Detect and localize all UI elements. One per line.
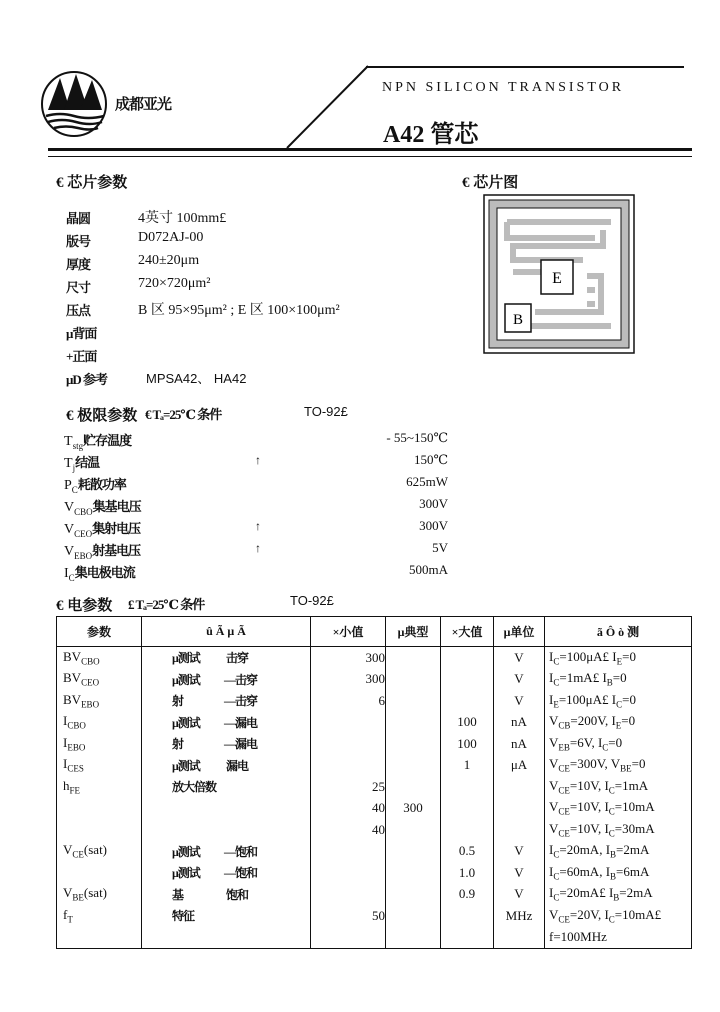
test-condition: $V_{CE}=10V$, $I_C=30mA$ xyxy=(545,819,692,841)
param-min: 50 xyxy=(311,905,386,927)
chip-param-label: 厚度 xyxy=(66,257,91,272)
max-rating-symbol: $P_C$耗散功率 xyxy=(64,477,126,495)
chip-param-value: MPSA42、 HA42 xyxy=(146,371,247,386)
param-symbol: $BV_{CEO}$ xyxy=(63,670,100,689)
param-description xyxy=(142,927,311,949)
header-diagonal-line xyxy=(283,62,373,150)
test-condition: $I_C=60mA$, $I_B=6mA$ xyxy=(545,862,692,884)
param-symbol: $BV_{CBO}$ xyxy=(63,648,100,667)
test-condition: $V_{CE}=300V$, $V_{BE}=0$ xyxy=(545,755,692,777)
max-rating-note: ↑ xyxy=(255,453,261,467)
param-typ xyxy=(386,776,441,798)
param-typ xyxy=(386,841,441,863)
param-description: 射 —漏电 xyxy=(142,733,311,755)
max-ratings-title: € 极限参数 xyxy=(66,408,138,424)
param-max xyxy=(441,647,494,669)
param-description xyxy=(142,798,311,820)
param-min xyxy=(311,712,386,734)
param-max: 1.0 xyxy=(441,862,494,884)
max-ratings-condition: € Tₐ=25℃ 条件 xyxy=(145,407,222,422)
table-row xyxy=(57,819,692,841)
param-unit: V xyxy=(494,841,545,863)
param-min xyxy=(311,841,386,863)
max-rating-note: ↑ xyxy=(255,541,261,555)
chip-param-label: 晶圆 xyxy=(66,211,91,226)
max-rating-symbol: $V_{EBO}$射基电压 xyxy=(64,543,141,561)
product-subtitle: NPN SILICON TRANSISTOR xyxy=(382,80,625,95)
param-symbol: $h_{FE}$ xyxy=(63,777,81,796)
param-max: 0.9 xyxy=(441,884,494,906)
param-symbol xyxy=(57,819,142,841)
param-typ xyxy=(386,690,441,712)
test-condition: $I_E=100\mu A£$ $I_C=0$ xyxy=(545,690,692,712)
param-unit: V xyxy=(494,669,545,691)
param-symbol xyxy=(57,862,142,884)
param-symbol: $V_{CE}(sat)$ xyxy=(63,842,108,861)
chip-param-value: 4英寸 100mm£ xyxy=(138,211,227,226)
elec-params-condition: £ Tₐ=25℃ 条件 xyxy=(128,597,205,612)
param-description: 基 饱和 xyxy=(142,884,311,906)
param-typ xyxy=(386,862,441,884)
param-symbol: $BV_{EBO}$ xyxy=(63,691,100,710)
param-symbol: $I_{CES}$ xyxy=(63,756,84,775)
chip-param-label: 压点 xyxy=(66,303,91,318)
max-ratings-package: TO-92£ xyxy=(304,404,348,419)
param-typ xyxy=(386,819,441,841)
col-header-desc: û Ã μ Ã xyxy=(142,617,311,647)
test-condition: $I_C=20mA£$ $I_B=2mA$ xyxy=(545,884,692,906)
param-min: 40 xyxy=(311,819,386,841)
table-row xyxy=(57,733,692,755)
param-max: 1 xyxy=(441,755,494,777)
param-description: 射 —击穿 xyxy=(142,690,311,712)
electrical-parameters-table xyxy=(56,616,692,949)
test-condition: $V_{CE}=10V$, $I_C=10mA$ xyxy=(545,798,692,820)
param-unit: nA xyxy=(494,712,545,734)
param-description xyxy=(142,819,311,841)
param-symbol xyxy=(57,798,142,820)
param-description: 放大倍数 xyxy=(142,776,311,798)
table-row xyxy=(57,647,692,669)
param-max xyxy=(441,776,494,798)
param-description: μ测试 —饱和 xyxy=(142,862,311,884)
param-typ xyxy=(386,669,441,691)
param-symbol xyxy=(57,927,142,949)
chip-param-value: 240±20μm xyxy=(138,253,200,268)
chip-param-label: μ背面 xyxy=(66,326,97,341)
param-min: 6 xyxy=(311,690,386,712)
table-row xyxy=(57,776,692,798)
brand-name: 成都亚光 xyxy=(115,97,172,113)
product-model: A42 管芯 xyxy=(383,122,479,148)
param-symbol: $f_T$ xyxy=(63,906,73,925)
chip-layout-diagram xyxy=(483,194,635,354)
table-row xyxy=(57,669,692,691)
param-unit xyxy=(494,927,545,949)
header-top-rule xyxy=(366,66,684,68)
param-min xyxy=(311,884,386,906)
param-max xyxy=(441,905,494,927)
max-rating-symbol: $T_{stg}$贮存温度 xyxy=(64,433,132,451)
test-condition: $I_C=1mA£$ $I_B=0$ xyxy=(545,669,692,691)
param-description: μ测试 —漏电 xyxy=(142,712,311,734)
max-rating-symbol: $V_{CEO}$集射电压 xyxy=(64,521,141,539)
param-unit: V xyxy=(494,690,545,712)
param-typ: 300 xyxy=(386,798,441,820)
param-min xyxy=(311,927,386,949)
test-condition: $V_{CE}=20V$, $I_C=10mA£$ xyxy=(545,905,692,927)
max-rating-value: 500mA xyxy=(409,562,448,577)
col-header-condition: ã Ô ò 测 xyxy=(545,617,692,647)
param-min xyxy=(311,755,386,777)
param-typ xyxy=(386,733,441,755)
param-description: μ测试 —饱和 xyxy=(142,841,311,863)
param-min: 40 xyxy=(311,798,386,820)
chip-param-label: 尺寸 xyxy=(66,280,91,295)
col-header-min: ×小值 xyxy=(311,617,386,647)
param-min: 300 xyxy=(311,669,386,691)
col-header-unit: μ单位 xyxy=(494,617,545,647)
param-symbol: $I_{CBO}$ xyxy=(63,713,86,732)
max-rating-value: 150℃ xyxy=(413,452,448,467)
param-unit: MHz xyxy=(494,905,545,927)
param-typ xyxy=(386,712,441,734)
test-condition: $I_C=100\mu A£$ $I_E=0$ xyxy=(545,647,692,669)
param-symbol: $V_{BE}(sat)$ xyxy=(63,885,108,904)
chip-param-label: +正面 xyxy=(66,349,97,364)
param-description: μ测试 击穿 xyxy=(142,647,311,669)
test-condition: $I_C=20mA$, $I_B=2mA$ xyxy=(545,841,692,863)
param-max: 100 xyxy=(441,733,494,755)
table-row xyxy=(57,905,692,927)
param-unit: nA xyxy=(494,733,545,755)
table-row xyxy=(57,690,692,712)
table-row xyxy=(57,798,692,820)
test-condition: $V_{CB}=200V$, $I_E=0$ xyxy=(545,712,692,734)
max-rating-value: 300V xyxy=(419,518,448,533)
param-typ xyxy=(386,927,441,949)
param-min: 25 xyxy=(311,776,386,798)
test-condition: $V_{CE}=10V$, $I_C=1mA$ xyxy=(545,776,692,798)
table-row xyxy=(57,884,692,906)
param-typ xyxy=(386,755,441,777)
table-row xyxy=(57,841,692,863)
max-rating-value: 300V xyxy=(419,496,448,511)
max-rating-value: 5V xyxy=(432,540,448,555)
param-typ xyxy=(386,884,441,906)
col-header-param: 参数 xyxy=(57,617,142,647)
param-min xyxy=(311,733,386,755)
param-unit: μA xyxy=(494,755,545,777)
param-max xyxy=(441,690,494,712)
chip-param-label: μD 参考 xyxy=(66,372,108,387)
param-symbol: $I_{EBO}$ xyxy=(63,734,86,753)
chip-param-value: B 区 95×95μm² ; E 区 100×100μm² xyxy=(138,303,340,318)
param-max xyxy=(441,798,494,820)
table-row xyxy=(57,755,692,777)
param-max xyxy=(441,819,494,841)
param-max: 100 xyxy=(441,712,494,734)
param-typ xyxy=(386,647,441,669)
param-description: μ测试 —击穿 xyxy=(142,669,311,691)
elec-params-package: TO-92£ xyxy=(290,593,334,608)
param-max: 0.5 xyxy=(441,841,494,863)
chip-param-label: 版号 xyxy=(66,234,91,249)
param-unit: V xyxy=(494,862,545,884)
max-rating-symbol: $I_C$集电极电流 xyxy=(64,565,135,583)
chip-layout-title: € 芯片图 xyxy=(462,175,519,191)
max-rating-value: 625mW xyxy=(406,474,448,489)
test-condition: $V_{EB}=6V$, $I_C=0$ xyxy=(545,733,692,755)
max-rating-note: ↑ xyxy=(255,519,261,533)
header-thin-rule xyxy=(48,156,692,157)
company-logo xyxy=(40,70,112,138)
table-row xyxy=(57,862,692,884)
param-unit: V xyxy=(494,884,545,906)
table-row xyxy=(57,712,692,734)
base-pad-label: B xyxy=(512,312,524,328)
test-condition: f=100MHz xyxy=(545,927,692,949)
table-row xyxy=(57,927,692,949)
param-unit: V xyxy=(494,647,545,669)
param-typ xyxy=(386,905,441,927)
chip-params-title: € 芯片参数 xyxy=(56,175,128,191)
col-header-max: ×大值 xyxy=(441,617,494,647)
param-max xyxy=(441,669,494,691)
param-min xyxy=(311,862,386,884)
param-unit xyxy=(494,776,545,798)
col-header-typ: μ典型 xyxy=(386,617,441,647)
param-unit xyxy=(494,819,545,841)
elec-params-title: € 电参数 xyxy=(56,598,113,614)
chip-param-value: D072AJ-00 xyxy=(138,230,204,245)
max-rating-symbol: $V_{CBO}$集基电压 xyxy=(64,499,141,517)
max-rating-value: - 55~150℃ xyxy=(386,430,448,445)
param-max xyxy=(441,927,494,949)
param-description: μ测试 漏电 xyxy=(142,755,311,777)
max-rating-symbol: $T_j$结温 xyxy=(64,455,100,473)
param-unit xyxy=(494,798,545,820)
emitter-pad-label: E xyxy=(552,270,562,287)
param-description: 特征 xyxy=(142,905,311,927)
param-min: 300 xyxy=(311,647,386,669)
header-thick-rule xyxy=(48,148,692,151)
chip-param-value: 720×720μm² xyxy=(138,276,211,291)
